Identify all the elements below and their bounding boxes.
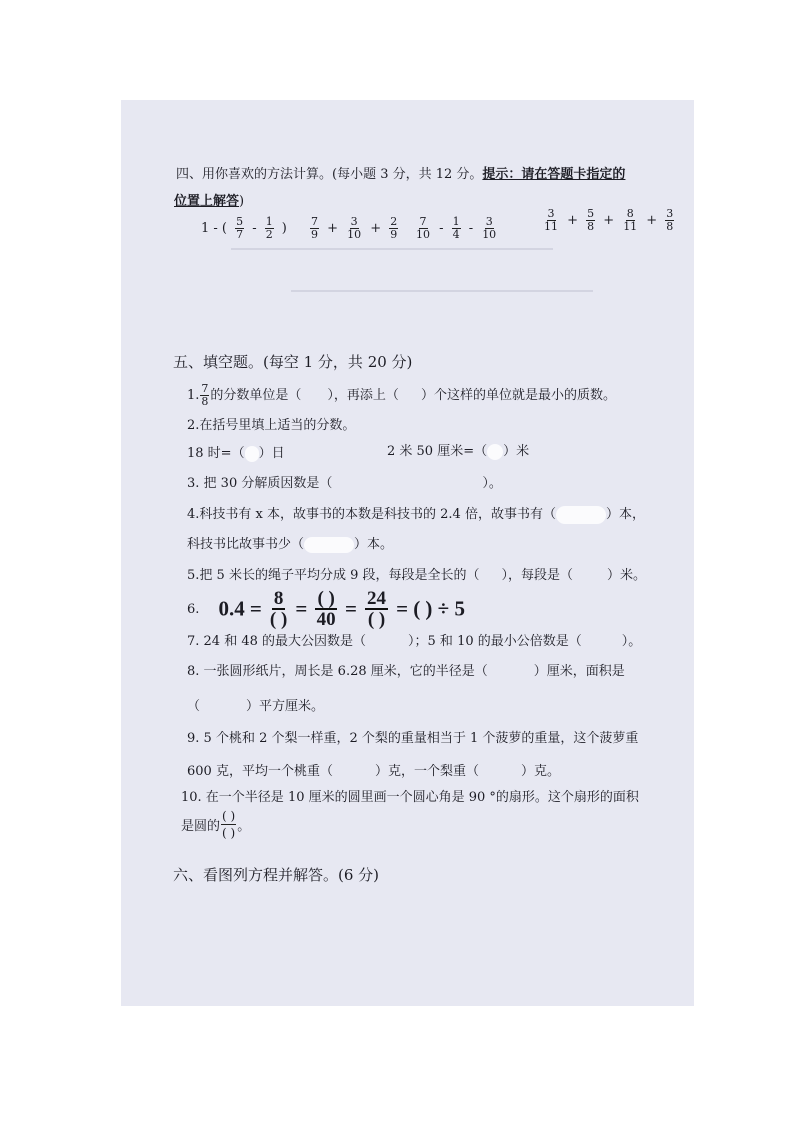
fraction: $\frac{8}{11}$	[623, 207, 638, 233]
question-6: 6. 0.4 = 8 ( ) = ( ) 40 = 24 ( ) = ( ) ÷ 5	[187, 588, 465, 630]
calc-expr-2: $\frac{7}{9}$ + $\frac{3}{10}$ + $\frac{2}{9}$	[311, 215, 398, 241]
section5-title: 五、填空题。(每空 1 分，共 20 分)	[173, 353, 413, 371]
show-through-line	[231, 248, 553, 250]
fraction: $\frac{3}{8}$	[666, 207, 674, 233]
fraction: $\frac{2}{9}$	[390, 215, 398, 241]
fraction: $\frac{3}{10}$	[482, 215, 497, 241]
section4-title-line	[176, 163, 625, 182]
fraction: ( ) 40	[316, 588, 336, 630]
fraction: $\frac{( )}{( )}$	[222, 809, 236, 840]
blank-answer[interactable]	[245, 446, 259, 462]
fraction: $\frac{7}{9}$	[311, 215, 318, 241]
question-9b: 600 克，平均一个桃重（ ）克，一个梨重（ ）克。	[187, 764, 560, 779]
question-3: 3. 把 30 分解质因数是（ ）。	[187, 476, 502, 491]
exam-sheet	[121, 100, 694, 1006]
section4-title: 四、用你喜欢的方法计算。(每小题 3 分，共 12 分。	[176, 167, 483, 182]
question-8: 8. 一张圆形纸片，周长是 6.28 厘米，它的半径是（ ）厘米，面积是	[187, 664, 625, 679]
section4-tip-close: )	[239, 194, 245, 209]
question-2: 2.在括号里填上适当的分数。	[187, 418, 356, 433]
question-2a: 18 时=（ ）日	[187, 446, 285, 461]
blank-answer[interactable]	[487, 444, 503, 460]
question-7: 7. 24 和 48 的最大公因数是（ ）；5 和 10 的最小公倍数是（ ）。	[187, 634, 642, 649]
fraction: $\frac{5}{8}$	[587, 207, 595, 233]
question-5: 5.把 5 米长的绳子平均分成 9 段，每段是全长的（ ），每段是（ ）米。	[187, 568, 647, 583]
question-10: 10. 在一个半径是 10 厘米的圆里画一个圆心角是 90 °的扇形。这个扇形的面积	[181, 790, 639, 805]
calc-expr-3: $\frac{7}{10}$ - $\frac{1}{4}$ - $\frac{3}{10}$	[416, 215, 497, 241]
question-10b: 是圆的 $\frac{( )}{( )}$ 。	[181, 809, 251, 840]
section4-tip-continued: 位置上解答	[174, 194, 240, 209]
question-8b: （ ）平方厘米。	[187, 699, 325, 714]
fraction: $\frac{1}{2}$	[265, 215, 273, 241]
section4-tip: 提示：请在答题卡指定的	[482, 167, 626, 182]
question-2b: 2 米 50 厘米=（ ）米	[387, 444, 530, 459]
show-through-line	[291, 290, 593, 292]
blank-answer[interactable]	[304, 537, 354, 553]
question-4: 4.科技书有 x 本，故事书的本数是科技书的 2.4 倍，故事书有（ ）本，	[187, 507, 645, 522]
fraction: $\frac{7}{8}$	[201, 382, 209, 408]
calc-expr-1: 1 - ( $\frac{5}{7}$ - $\frac{1}{2}$ )	[201, 215, 287, 241]
fraction: $\frac{1}{4}$	[452, 215, 460, 241]
question-9: 9. 5 个桃和 2 个梨一样重，2 个梨的重量相当于 1 个菠萝的重量，这个菠萝重	[187, 731, 639, 746]
fraction: $\frac{5}{7}$	[236, 215, 244, 241]
fraction: 24 ( )	[367, 588, 387, 630]
fraction: 8 ( )	[269, 588, 288, 630]
blank-answer[interactable]	[556, 506, 606, 524]
question-1: 1. $\frac{7}{8}$ 的分数单位是（ ），再添上（ ）个这样的单位就是最小的质数。	[187, 382, 616, 408]
fraction: $\frac{3}{11}$	[544, 207, 558, 233]
fraction: $\frac{7}{10}$	[416, 215, 430, 241]
section4-tip-line2	[174, 190, 244, 209]
fraction: $\frac{3}{10}$	[347, 215, 362, 241]
question-4b: 科技书比故事书少（ ）本。	[187, 537, 394, 552]
calc-expr-4: $\frac{3}{11}$ + $\frac{5}{8}$ + $\frac{8}{11}$ + $\frac{3}{8}$	[544, 207, 674, 233]
section6-title: 六、看图列方程并解答。(6 分)	[173, 866, 380, 884]
